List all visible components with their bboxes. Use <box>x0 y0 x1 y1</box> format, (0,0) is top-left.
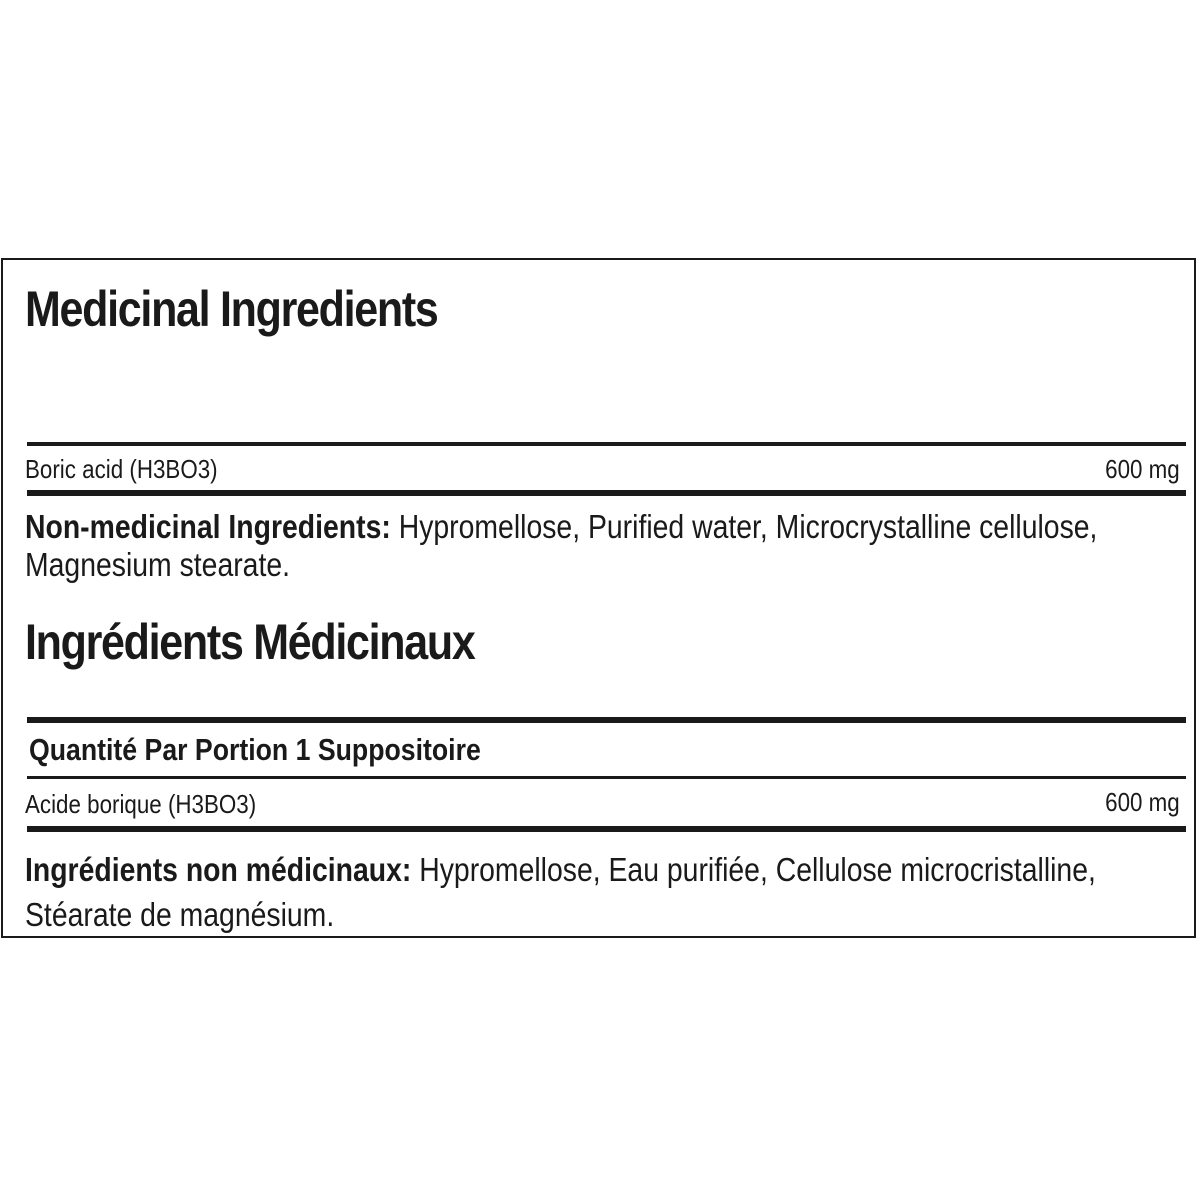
acide-borique-amount: 600 mg <box>1105 787 1180 817</box>
non-medicinal-ingredients <box>25 508 1177 584</box>
medicinal-ingredients-title: Medicinal Ingredients <box>25 281 438 337</box>
divider-fr-thin <box>27 776 1186 779</box>
non-medicinaux-text: Hypromellose, Eau purifiée, Cellulose microcristalline, Stéarate de magnésium. <box>25 851 1096 933</box>
divider-fr-bottom <box>27 826 1186 832</box>
acide-borique-name: Acide borique (H3BO3) <box>25 789 257 819</box>
serving-size: Quantité Par Portion 1 Suppositoire <box>29 732 481 767</box>
boric-acid-amount: 600 mg <box>1105 454 1180 484</box>
ingredients-medicinaux-title: Ingrédients Médicinaux <box>25 614 475 670</box>
ingredients-non-medicinaux <box>25 847 1177 937</box>
divider-thick <box>27 490 1186 496</box>
boric-acid-name: Boric acid (H3BO3) <box>25 454 218 484</box>
divider-top <box>27 442 1186 446</box>
ingredients-panel <box>1 258 1196 938</box>
non-medicinal-label: Non-medicinal Ingredients: <box>25 508 391 545</box>
non-medicinaux-label: Ingrédients non médicinaux: <box>25 851 412 888</box>
non-medicinal-text: Hypromellose, Purified water, Microcrystalline cellulose, Magnesium stearate. <box>25 508 1098 583</box>
divider-fr-thick <box>27 717 1186 723</box>
